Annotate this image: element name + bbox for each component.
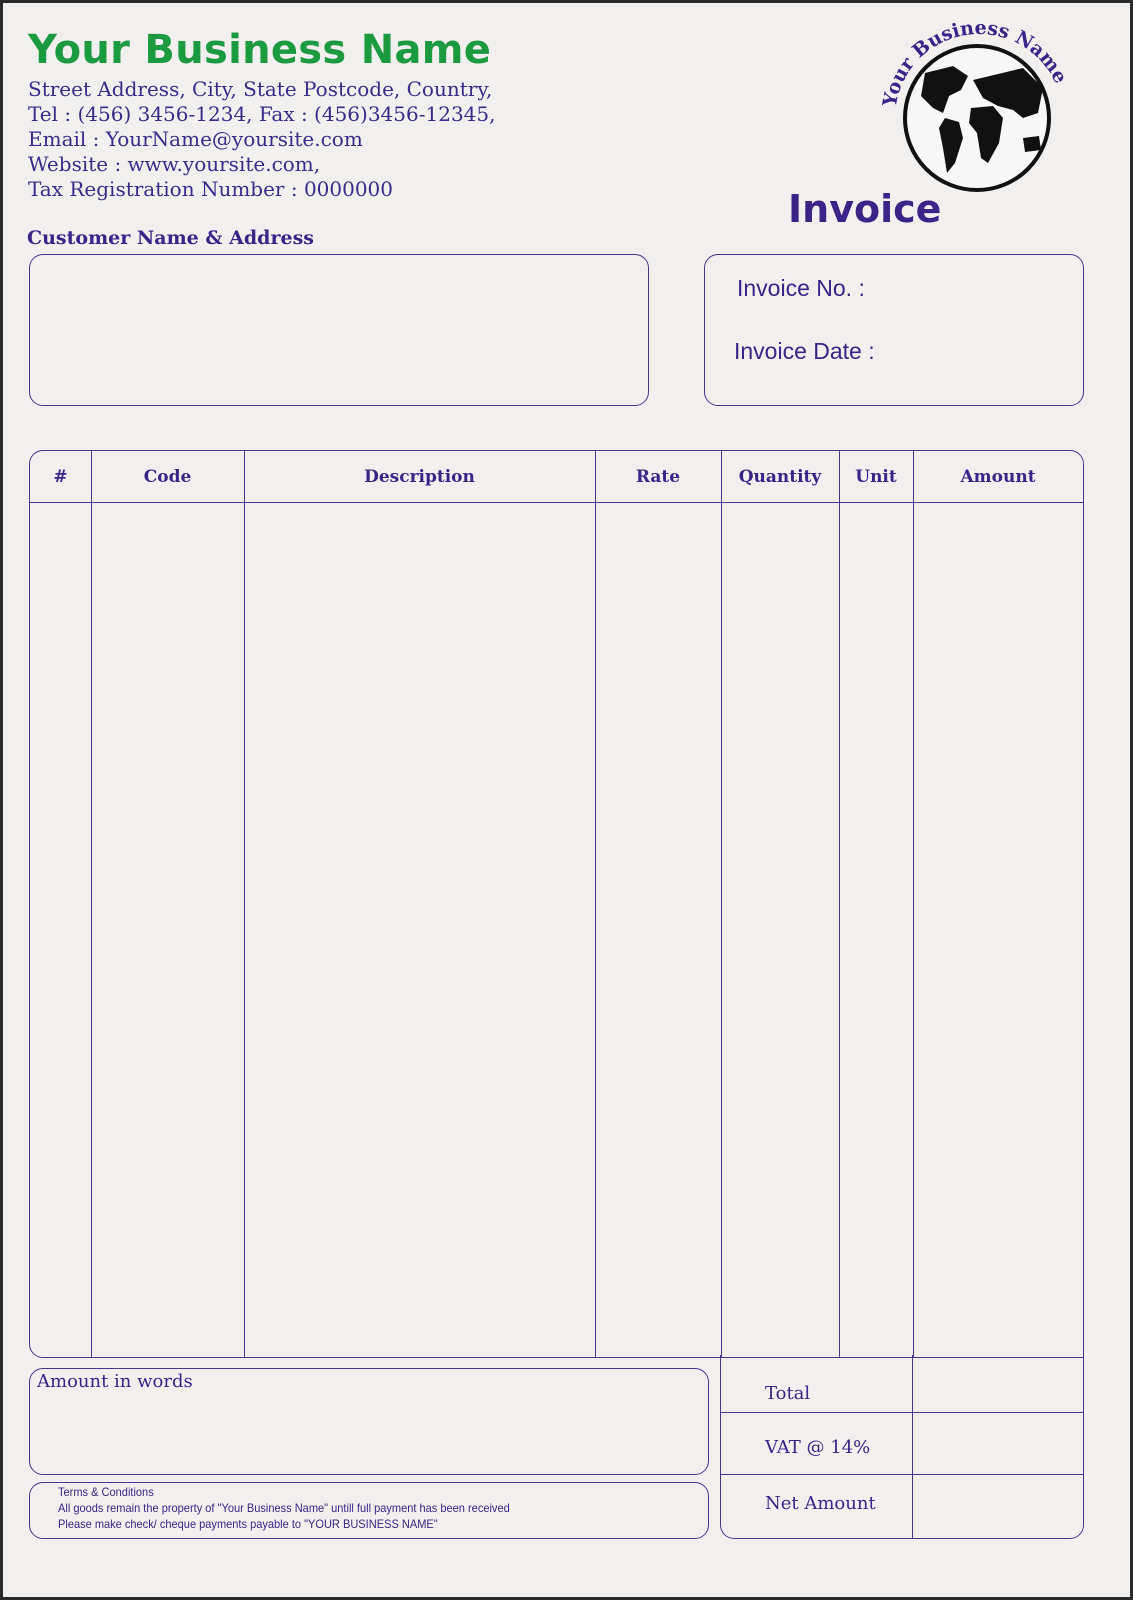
customer-label: Customer Name & Address (27, 227, 314, 249)
business-name: Your Business Name (28, 27, 492, 73)
invoice-info-box (704, 254, 1084, 406)
total-label: Total (765, 1383, 811, 1404)
invoice-page (3, 3, 1130, 1597)
column-divider (244, 451, 245, 1357)
column-divider (913, 451, 914, 1357)
column-divider (595, 451, 596, 1357)
totals-box (720, 1355, 1084, 1539)
terms-box (29, 1482, 709, 1539)
invoice-number-label: Invoice No. : (737, 275, 865, 301)
column-divider (839, 451, 840, 1357)
document-title: Invoice (788, 187, 942, 231)
customer-address-box[interactable] (29, 254, 649, 406)
business-address (28, 77, 495, 202)
net-amount-label: Net Amount (765, 1493, 876, 1514)
amount-in-words-box[interactable] (29, 1368, 709, 1475)
terms-line: All goods remain the property of "Your Business Name" untill full payment has been received (58, 1501, 510, 1515)
column-divider (91, 451, 92, 1357)
address-line: Street Address, City, State Postcode, Country, (28, 77, 493, 101)
invoice-date-label: Invoice Date : (734, 338, 875, 364)
col-header-code: Code (91, 451, 244, 503)
col-header-description: Description (244, 451, 595, 503)
col-header-unit: Unit (839, 451, 913, 503)
col-header-quantity: Quantity (721, 451, 839, 503)
items-table (29, 450, 1084, 1358)
column-divider (721, 451, 722, 1357)
tax-line: Tax Registration Number : 0000000 (28, 177, 394, 201)
logo-text: Your Business Name (878, 18, 1072, 109)
col-header-number: # (30, 451, 91, 503)
email-line: Email : YourName@yoursite.com (28, 127, 363, 151)
terms-line: Please make check/ cheque payments payable to "YOUR BUSINESS NAME" (58, 1517, 438, 1531)
amount-in-words-label: Amount in words (37, 1371, 193, 1392)
column-divider (912, 1355, 913, 1538)
col-header-amount: Amount (913, 451, 1083, 503)
website-line: Website : www.yoursite.com, (28, 152, 321, 176)
col-header-rate: Rate (595, 451, 721, 503)
row-divider (721, 1412, 1083, 1413)
row-divider (721, 1474, 1083, 1475)
terms-title: Terms & Conditions (58, 1485, 154, 1499)
globe-logo (873, 18, 1083, 203)
phone-line: Tel : (456) 3456-1234, Fax : (456)3456-12345, (28, 102, 496, 126)
vat-label: VAT @ 14% (765, 1437, 871, 1458)
